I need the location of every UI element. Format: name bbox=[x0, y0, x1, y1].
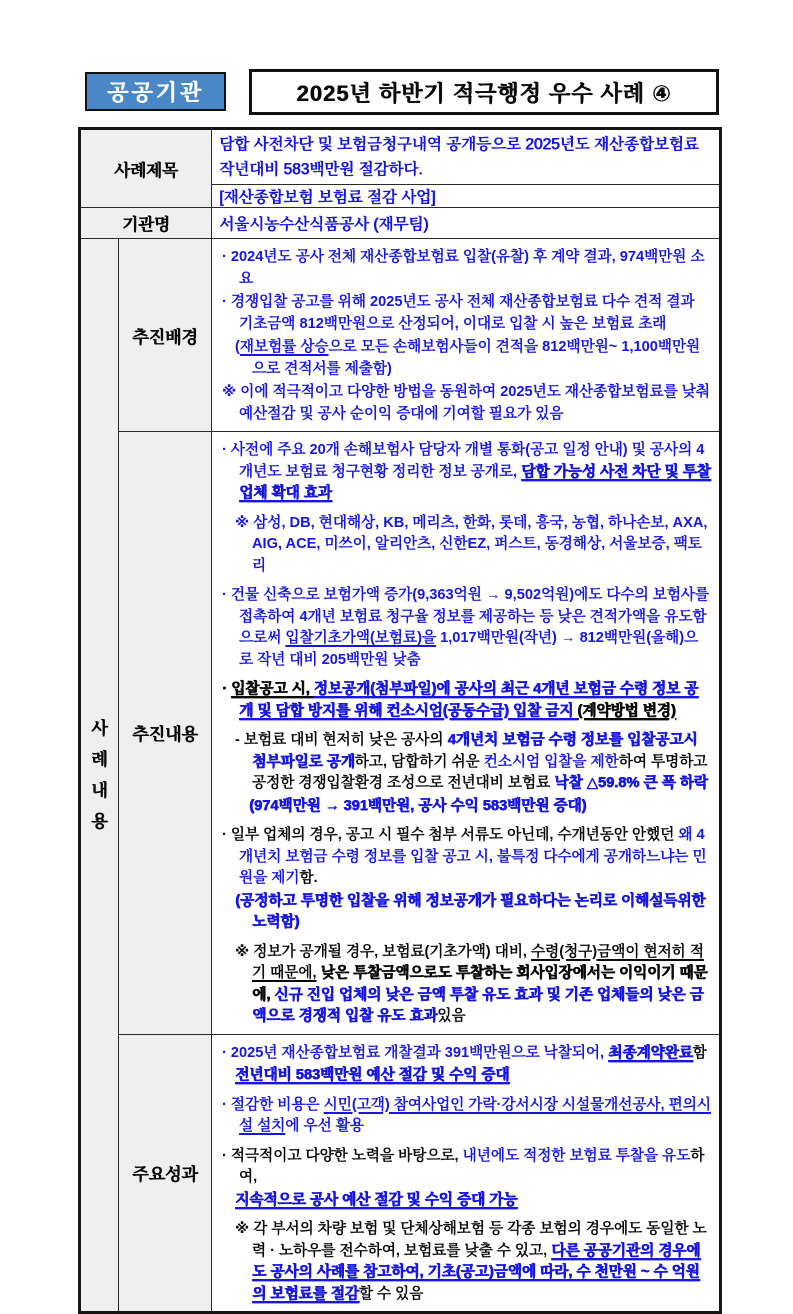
text-segment: 최종계약완료 bbox=[608, 1044, 693, 1061]
text-segment: 에 우선 활용 bbox=[285, 1118, 364, 1134]
text-segment: 1,017백만원(작년) → 812백만원(올해)으로 작년 대비 205백만원 낮춤 bbox=[239, 630, 699, 668]
org-name-label: 기관명 bbox=[80, 208, 212, 239]
text-segment: · bbox=[222, 681, 231, 697]
page-title: 2025년 하반기 적극행정 우수 사례 ④ bbox=[249, 69, 719, 115]
text-segment: · 경쟁입찰 공고를 위해 2025년도 공사 전체 재산종합보험료 다수 견적 결과 기초금액 812백만원으로 산정되어, 이대로 입찰 시 높은 보험료 초래 bbox=[222, 294, 695, 332]
paragraph bbox=[235, 513, 711, 578]
text-segment: 재보험률 상승 bbox=[239, 339, 329, 355]
text-segment: 신규 진입 업체의 낮은 금액 투찰 유도 효과 및 기존 업체들의 낮은 금액으로 경쟁적 입찰 유도 효과 bbox=[252, 986, 704, 1024]
text-segment: 수령(청구)금액이 현저히 적기 때문에, bbox=[252, 943, 704, 981]
paragraph bbox=[222, 292, 711, 335]
section-content-background bbox=[212, 239, 721, 432]
paragraph bbox=[249, 796, 711, 818]
paragraph bbox=[222, 1095, 711, 1138]
text-segment: ( bbox=[235, 339, 240, 355]
text-segment: 으로 모든 손해보험사들이 견적을 812백만원~ 1,100백만원으로 견적서를 제출함) bbox=[252, 339, 701, 377]
public-institution-badge: 공공기관 bbox=[85, 72, 226, 111]
text-segment: 전년대비 583백만원 예산 절감 및 수익 증대 bbox=[235, 1067, 510, 1083]
paragraph bbox=[235, 942, 711, 1028]
text-segment: · 2025년 재산종합보험료 개찰결과 391백만원으로 낙찰되어, bbox=[222, 1044, 609, 1061]
case-table bbox=[78, 127, 722, 1314]
text-segment: ※ 각 부서의 차량 보험 및 단체상해보험 등 각종 보험의 경우에도 동일한 노력 · 노하우를 전수하여, 보험료를 낮출 수 있고, bbox=[235, 1221, 707, 1259]
paragraph bbox=[222, 247, 711, 290]
text-segment: 하여 투명하고 공정한 경쟁입찰환경 조성으로 전년대비 보험료 bbox=[252, 753, 708, 791]
paragraph bbox=[222, 585, 711, 671]
text-segment: 지속적으로 공사 예산 절감 및 수익 증대 가능 bbox=[235, 1191, 518, 1208]
section-content-details bbox=[212, 432, 721, 1035]
text-segment: 왜 4개년치 보험금 수령 정보를 입찰 공고 시, 불특정 다수에게 공개하느냐는 민원을 제기 bbox=[239, 827, 707, 886]
text-segment: · 적극적이고 다양한 노력을 바탕으로, bbox=[222, 1147, 463, 1164]
section-label-results: 주요성과 bbox=[119, 1034, 212, 1313]
text-segment: 함 bbox=[692, 1044, 707, 1061]
paragraph bbox=[235, 337, 711, 380]
text-segment: ※ 정보가 공개될 경우, 보험료(기초가액) 대비, bbox=[235, 943, 532, 960]
paragraph bbox=[235, 1065, 711, 1087]
section-label-details: 추진내용 bbox=[119, 432, 212, 1035]
text-segment: 할 수 있음 bbox=[358, 1285, 424, 1302]
text-segment: 다른 공공기관의 경우에도 공사의 사례를 참고하여, 기초(공고)금액에 따라, 수 천만원 ~ 수 억원의 보험료를 절감 bbox=[252, 1242, 701, 1302]
text-segment: ※ 삼성, DB, 현대해상, KB, 메리츠, 한화, 롯데, 흥국, 농협, 하나손보, AXA, AIG, ACE, 미쓰이, 알리안츠, 신한EZ, 퍼스트, 동경해상, 서울보증, 팩토리 bbox=[235, 514, 708, 574]
org-name-value: 서울시농수산식품공사 (재무팀) bbox=[212, 208, 721, 239]
text-segment: · 사전에 주요 20개 손해보험사 담당자 개별 통화(공고 일정 안내) 및 공사의 4개년도 보험료 청구현황 정리한 정보 공개로, bbox=[222, 442, 705, 480]
section-label-background: 추진배경 bbox=[119, 239, 212, 432]
case-subtitle-text: [재산종합보험 보험료 절감 사업] bbox=[212, 185, 721, 208]
paragraph bbox=[235, 1219, 711, 1305]
text-segment: 입찰기초가액(보험료)을 bbox=[285, 630, 437, 646]
paragraph bbox=[222, 382, 711, 425]
text-segment: (계약방법 변경) bbox=[577, 702, 676, 719]
text-segment: 함. bbox=[299, 870, 318, 886]
section-content-results bbox=[212, 1034, 721, 1313]
paragraph bbox=[222, 1043, 711, 1065]
paragraph bbox=[222, 1146, 711, 1189]
text-segment: (공정하고 투명한 입찰을 위해 정보공개가 필요하다는 논리로 이해설득위한 노력함) bbox=[235, 892, 706, 930]
case-content-label: 사례내용 bbox=[80, 239, 119, 1313]
text-segment: 낙찰 △59.8% 큰 폭 하락 bbox=[554, 775, 708, 791]
text-segment: 하고, 담합하기 쉬운 bbox=[354, 753, 484, 770]
paragraph bbox=[222, 440, 711, 505]
text-segment: 낮은 투찰금액으로도 투찰하는 회사입장에서는 이익이기 때문에, bbox=[252, 965, 708, 1003]
text-segment: - 보험료 대비 현저히 낮은 공사의 bbox=[235, 732, 448, 748]
text-segment: 담합 가능성 사전 차단 및 투찰업체 확대 효과 bbox=[239, 463, 711, 501]
text-segment: · 절감한 비용은 bbox=[222, 1096, 324, 1113]
text-segment: 시민(고객) 참여사업인 가락·강서시장 시설물개선공사, 편의시설 설치 bbox=[239, 1096, 711, 1134]
text-segment: 하여, bbox=[239, 1147, 705, 1185]
paragraph bbox=[222, 825, 711, 890]
text-segment: · 2024년도 공사 전체 재산종합보험료 입찰(유찰) 후 계약 결과, 974백만원 소요 bbox=[222, 249, 705, 287]
text-segment: ※ 이에 적극적이고 다양한 방법을 동원하여 2025년도 재산종합보험료를 낮춰 예산절감 및 공사 순이익 증대에 기여할 필요가 있음 bbox=[222, 384, 710, 422]
text-segment: (974백만원 → 391백만원, 공사 수익 583백만원 증대) bbox=[249, 797, 587, 814]
text-segment: 내년에도 적정한 보험료 투찰을 유도 bbox=[462, 1147, 691, 1164]
text-segment: 4개년치 보험금 수령 정보를 입찰공고시 첨부파일로 공개 bbox=[252, 732, 698, 770]
paragraph bbox=[235, 730, 711, 795]
paragraph bbox=[235, 1190, 711, 1212]
text-segment: 컨소시엄 입찰을 제한 bbox=[483, 753, 619, 770]
text-segment: 정보공개(첨부파일)에 공사의 최근 4개년 보험금 수령 정보 공개 및 담합 방지를 위해 컨소시엄(공동수급) 입찰 금지 bbox=[239, 681, 699, 719]
case-title-text: 담합 사전차단 및 보험금청구내역 공개등으로 2025년도 재산종합보험료 작년대비 583백만원 절감하다. bbox=[212, 129, 721, 185]
paragraph bbox=[222, 679, 711, 722]
paragraph bbox=[235, 891, 711, 934]
text-segment: · 건물 신축으로 보험가액 증가(9,363억원 → 9,502억원)에도 다수의 보험사를 접촉하여 4개년 보험료 청구율 정보를 제공하는 등 낮은 견적가액을 유도함으로써 bbox=[222, 587, 710, 646]
case-title-label: 사례제목 bbox=[80, 129, 212, 208]
text-segment: 있음 bbox=[437, 1008, 466, 1024]
text-segment: 입찰공고 시, bbox=[230, 681, 314, 697]
text-segment: · 일부 업체의 경우, 공고 시 필수 첨부 서류도 아닌데, 수개년동안 안했던 bbox=[222, 827, 679, 843]
